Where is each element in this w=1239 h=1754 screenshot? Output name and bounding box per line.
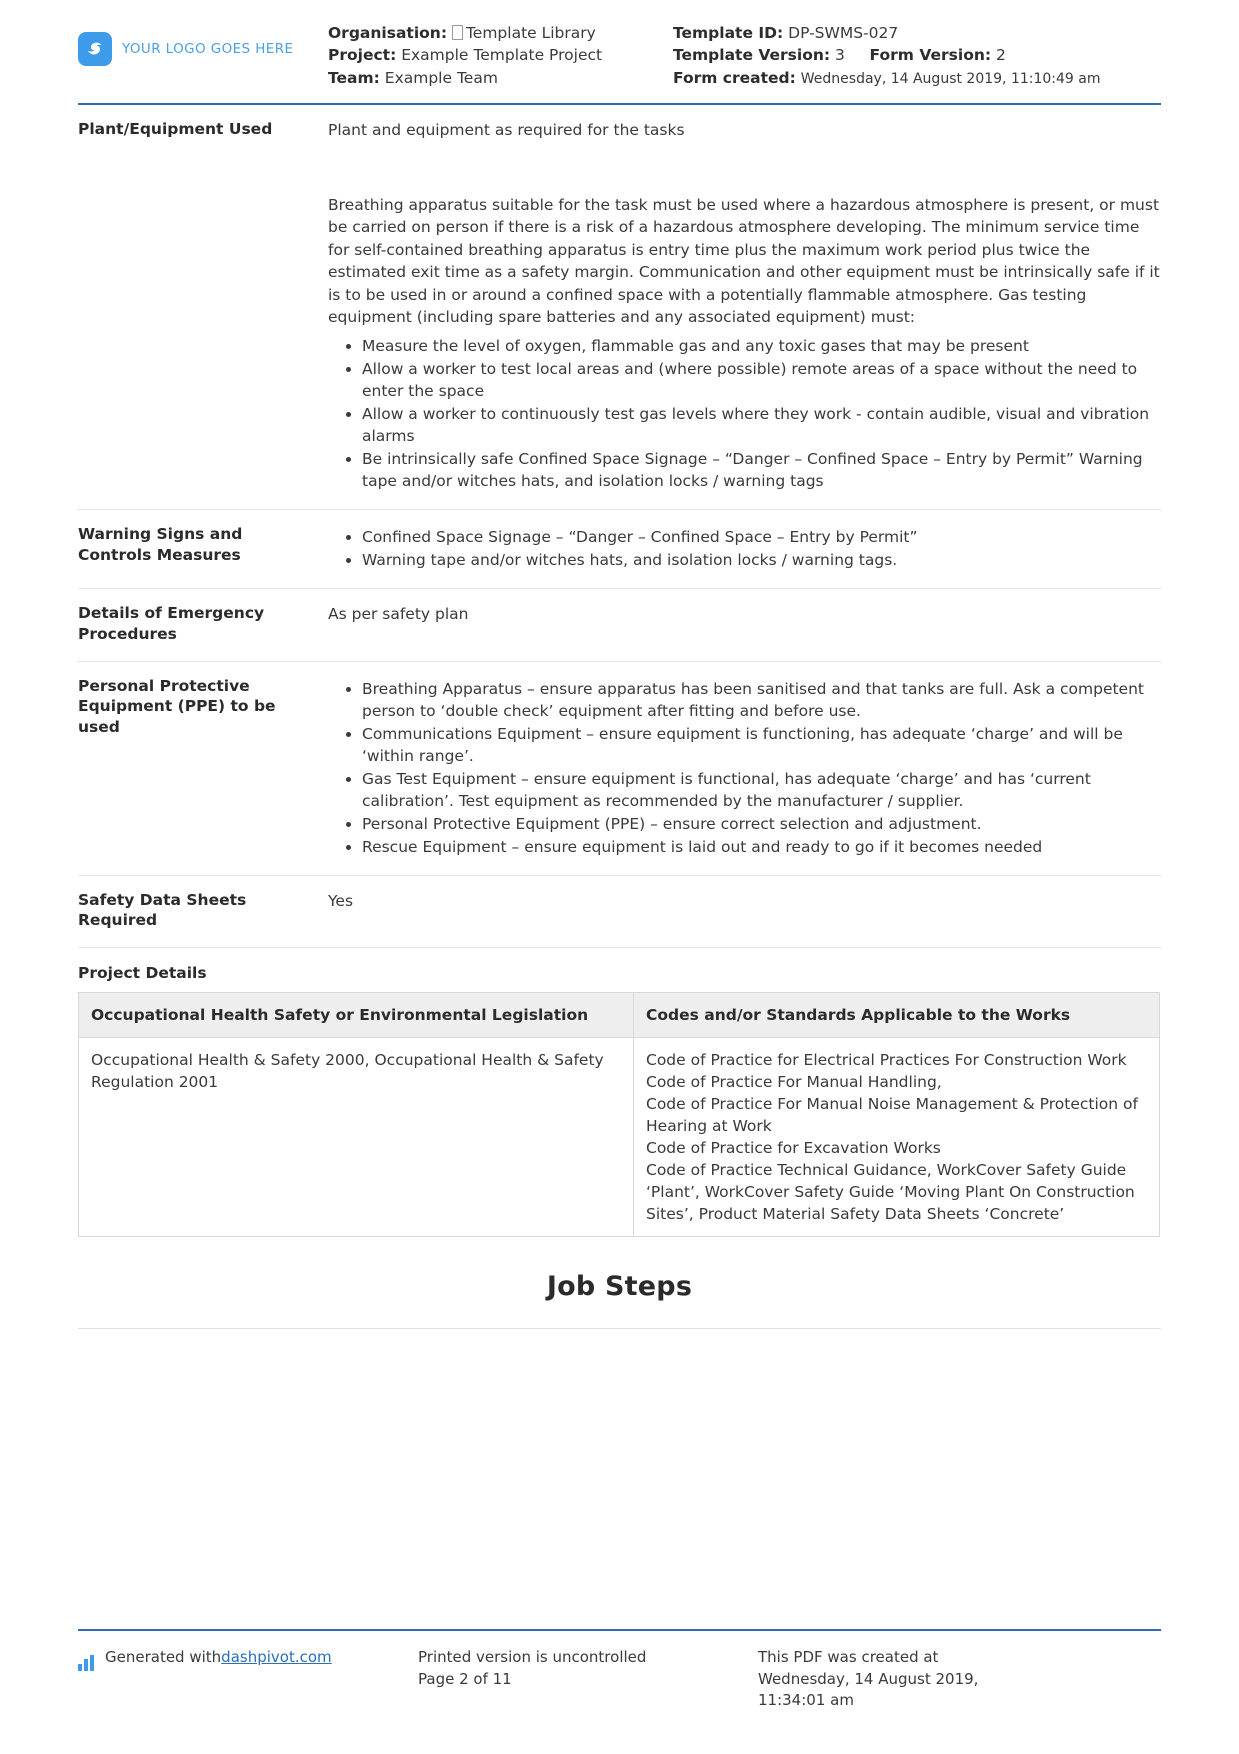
printed-uncontrolled-text: Printed version is uncontrolled	[418, 1647, 647, 1666]
row-label-emergency: Details of Emergency Procedures	[78, 603, 265, 643]
template-version-label: Template Version:	[673, 46, 831, 65]
template-id-value: DP-SWMS-027	[788, 24, 899, 42]
list-item: • Gas Test Equipment – ensure equipment is functional, has adequate ‘charge’ and has ‘current calibration’. Test equipment as recommended by the manufacturer / supplier.	[362, 768, 1161, 812]
row-label-warning: Warning Signs and Controls Measures	[78, 524, 243, 564]
row-ppe	[78, 662, 1161, 876]
team-label: Team:	[328, 68, 380, 87]
header-meta-right	[673, 22, 1161, 89]
form-version-value: 2	[996, 46, 1006, 65]
list-item: • Measure the level of oxygen, flammable gas and any toxic gases that may be present	[362, 335, 1161, 357]
team-row	[328, 67, 673, 89]
template-id-label: Template ID:	[673, 24, 784, 42]
column-header-legislation: Occupational Health Safety or Environmental Legislation	[79, 993, 634, 1038]
row-emergency-procedures	[78, 589, 1161, 662]
chart-bars-icon	[78, 1649, 96, 1671]
row-body-sds	[328, 890, 1161, 932]
footer-created-info	[758, 1647, 1161, 1712]
logo-icon	[78, 32, 112, 66]
list-item: • Allow a worker to test local areas and (where possible) remote areas of a space without the need to enter the space	[362, 358, 1161, 402]
template-id-row	[673, 22, 1161, 44]
document-header	[78, 0, 1161, 103]
row-label-plant: Plant/Equipment Used	[78, 120, 273, 139]
list-item: • Confined Space Signage – “Danger – Confined Space – Entry by Permit”	[362, 526, 1161, 548]
row-body-warning	[328, 524, 1161, 572]
form-created-label: Form created:	[673, 68, 796, 87]
plant-paragraph: Breathing apparatus suitable for the task must be used where a hazardous atmosphere is present, or must be carried on person if there is a risk of a hazardous atmosphere developing. The minimum service time for self-contained breathing apparatus is entry time plus the maximum work period plus twice the estimated exit time as a safety margin. Communication and other equipment must be intrinsically safe if it is to be used in or around a confined space with a potentially flammable atmosphere. Gas testing equipment (including spare batteries and any associated equipment) must:	[328, 195, 1160, 327]
list-item: • Warning tape and/or witches hats, and isolation locks / warning tags.	[362, 549, 1161, 571]
code-line: Code of Practice for Electrical Practices For Construction Work	[646, 1051, 1127, 1070]
logo-text: YOUR LOGO GOES HERE	[122, 41, 294, 57]
cell-codes	[634, 1038, 1160, 1237]
sds-text: Yes	[328, 891, 354, 910]
list-item: • Rescue Equipment – ensure equipment is laid out and ready to go if it becomes needed	[362, 836, 1161, 858]
code-line: Code of Practice For Manual Noise Management & Protection of Hearing at Work	[646, 1095, 1138, 1136]
table-header-row	[79, 993, 1160, 1038]
job-steps-heading: Job Steps	[546, 1271, 693, 1303]
template-version-value: 3	[835, 46, 845, 65]
column-header-codes: Codes and/or Standards Applicable to the Works	[634, 993, 1160, 1038]
row-body-emergency	[328, 603, 1161, 645]
project-details-table	[78, 992, 1160, 1237]
row-label-sds: Safety Data Sheets Required	[78, 890, 247, 930]
code-line: Code of Practice For Manual Handling,	[646, 1073, 942, 1092]
pdf-created-time: 11:34:01 am	[758, 1691, 854, 1710]
code-line: Code of Practice Technical Guidance, WorkCover Safety Guide ‘Plant’, WorkCover Safety Guide ‘Moving Plant On Construction Sites’, Product Material Safety Data Sheets ‘Concrete’	[646, 1161, 1135, 1224]
pdf-created-date: Wednesday, 14 August 2019,	[758, 1669, 979, 1688]
row-label-ppe: Personal Protective Equipment (PPE) to be used	[78, 676, 276, 737]
organisation-value: Template Library	[465, 24, 596, 42]
generated-prefix: Generated with	[105, 1647, 222, 1666]
table-row	[79, 1038, 1160, 1237]
row-safety-data-sheets	[78, 876, 1161, 949]
list-item: • Allow a worker to continuously test gas levels where they work - contain audible, visual and vibration alarms	[362, 403, 1161, 447]
list-item: • Communications Equipment – ensure equipment is functioning, has adequate ‘charge’ and will be ‘within range’.	[362, 723, 1161, 767]
job-steps-divider	[78, 1328, 1161, 1329]
project-details-title: Project Details	[78, 964, 207, 983]
row-plant-equipment	[78, 105, 1161, 509]
list-item: • Be intrinsically safe Confined Space Signage – “Danger – Confined Space – Entry by Permit” Warning tape and/or witches hats, and isolation locks / warning tags	[362, 448, 1161, 492]
versions-row	[673, 44, 1161, 66]
project-label: Project:	[328, 46, 397, 65]
plant-bullet-list	[328, 335, 1161, 492]
list-item: • Personal Protective Equipment (PPE) – ensure correct selection and adjustment.	[362, 813, 1161, 835]
row-warning-signs	[78, 510, 1161, 589]
organisation-row	[328, 22, 673, 44]
list-item: • Breathing Apparatus – ensure apparatus has been sanitised and that tanks are full. Ask a competent person to ‘double check’ equipment after fitting and before use.	[362, 678, 1161, 722]
project-value: Example Template Project	[401, 46, 603, 65]
form-created-row	[673, 67, 1161, 89]
header-meta-left	[328, 22, 673, 89]
row-body-ppe	[328, 676, 1161, 859]
pdf-created-label: This PDF was created at	[758, 1647, 939, 1666]
missing-glyph-icon	[452, 25, 463, 40]
plant-line1: Plant and equipment as required for the tasks	[328, 121, 685, 140]
footer-print-info	[418, 1647, 758, 1712]
organisation-label: Organisation:	[328, 24, 448, 42]
emergency-text: As per safety plan	[328, 604, 469, 623]
form-created-value: Wednesday, 14 August 2019, 11:10:49 am	[800, 70, 1101, 87]
form-version-label: Form Version:	[869, 46, 992, 65]
swirl-icon	[85, 39, 105, 59]
warning-bullet-list	[328, 526, 1161, 571]
footer-generated	[78, 1647, 418, 1712]
row-body-plant	[328, 119, 1161, 492]
document-footer	[78, 1629, 1161, 1712]
cell-legislation: Occupational Health & Safety 2000, Occupational Health & Safety Regulation 2001	[79, 1038, 634, 1237]
logo	[78, 22, 328, 66]
dashpivot-link[interactable]: dashpivot.com	[221, 1647, 332, 1666]
code-line: Code of Practice for Excavation Works	[646, 1139, 941, 1158]
project-row	[328, 44, 673, 66]
ppe-bullet-list	[328, 678, 1161, 858]
page-number-text: Page 2 of 11	[418, 1669, 512, 1688]
team-value: Example Team	[384, 68, 498, 87]
